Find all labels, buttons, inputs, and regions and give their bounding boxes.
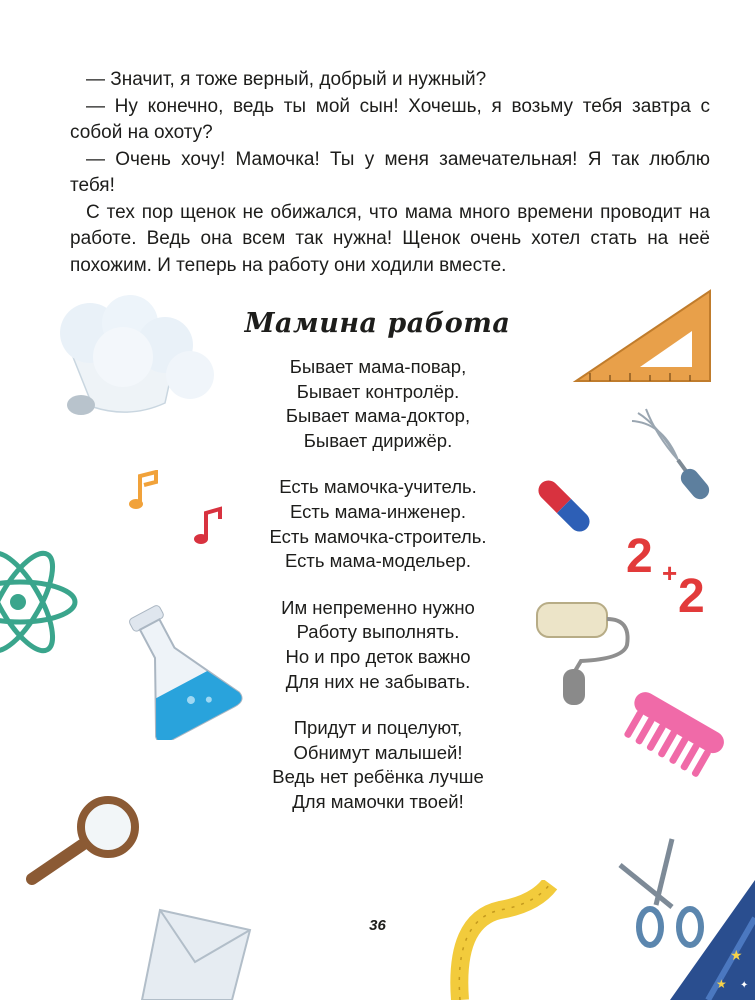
poem-line: Бывает мама-доктор, <box>285 405 471 427</box>
svg-text:★: ★ <box>730 947 743 963</box>
magnifying-glass-icon <box>20 795 140 890</box>
poem-stanza <box>230 355 526 453</box>
poem-stanza <box>230 596 526 694</box>
story-text <box>70 67 710 279</box>
poem <box>230 355 526 837</box>
atom-icon <box>0 510 90 685</box>
poem-line: Бывает дирижёр. <box>303 429 453 451</box>
svg-text:✦: ✦ <box>740 980 749 991</box>
poem-line: Обнимут малышей! <box>293 741 463 763</box>
prose-paragraph: — Ну конечно, ведь ты мой сын! Хочешь, я возьму тебя завтра с собой на охоту? <box>70 95 710 143</box>
svg-text:2: 2 <box>678 570 705 620</box>
prose-paragraph: С тех пор щенок не обижался, что мама много времени проводит на работе. Ведь она всем так нужна! Щенок очень хотел стать на неё похожим. И теперь на работу они ходили вместе. <box>70 201 710 276</box>
poem-title: Мамина работа <box>244 308 511 339</box>
music-note-icon <box>128 470 162 514</box>
poem-line: Есть мама-инженер. <box>290 500 466 522</box>
pill-icon <box>538 480 590 532</box>
envelope-icon <box>140 900 260 1000</box>
set-square-icon <box>570 285 720 390</box>
poem-line: Придут и поцелуют, <box>293 717 463 739</box>
poem-line: Но и про деток важно <box>285 645 471 667</box>
poem-line: Для мамочки твоей! <box>292 790 464 812</box>
poem-line: Есть мама-модельер. <box>284 550 472 572</box>
svg-text:+: + <box>662 558 678 588</box>
svg-text:★: ★ <box>716 977 727 991</box>
poem-line: Есть мамочка-строитель. <box>269 525 487 547</box>
svg-text:2: 2 <box>626 530 653 583</box>
prose-paragraph: — Значит, я тоже верный, добрый и нужный? <box>86 69 487 90</box>
poem-line: Бывает мама-повар, <box>289 356 467 377</box>
poem-line: Работу выполнять. <box>296 621 460 643</box>
flask-icon <box>105 600 245 740</box>
poem-line: Ведь нет ребёнка лучше <box>272 766 484 788</box>
poem-line: Есть мамочка-учитель. <box>279 476 477 498</box>
chef-hat-icon <box>45 295 220 425</box>
prose-paragraph: — Очень хочу! Мамочка! Ты у меня замечательная! Я так люблю тебя! <box>70 148 710 196</box>
fabric-icon <box>670 880 755 1000</box>
poem-line: Для них не забывать. <box>285 670 471 692</box>
measuring-tape-icon <box>440 880 570 1000</box>
whisk-icon <box>628 405 728 505</box>
page-number: 36 <box>369 917 386 934</box>
poem-line: Бывает контролёр. <box>296 380 460 402</box>
poem-stanza <box>230 475 526 573</box>
two-plus-two-icon <box>622 520 727 620</box>
music-note-icon <box>192 505 226 549</box>
comb-icon <box>615 690 730 785</box>
poem-line: Им непременно нужно <box>281 596 475 618</box>
poem-stanza <box>230 716 526 814</box>
